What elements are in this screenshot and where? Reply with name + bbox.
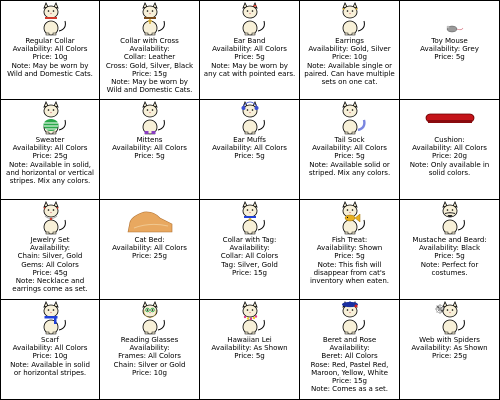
item-detail-line: Note: May be worn by xyxy=(11,60,89,70)
cat-sweater-icon xyxy=(1,100,100,136)
item-title: Tail Sock xyxy=(334,135,365,144)
item-detail-line: Availability: All Colors xyxy=(312,143,387,153)
item-description xyxy=(1,236,99,293)
item-sweater xyxy=(0,100,100,200)
item-fish-treat xyxy=(300,200,400,300)
cat-tag-collar-icon xyxy=(200,200,300,236)
item-detail-line: Note: May be worn by xyxy=(111,77,188,87)
item-detail-line: Tag: Silver, Gold xyxy=(221,259,278,269)
item-mittens xyxy=(100,100,200,200)
item-title: Fish Treat: xyxy=(331,235,368,244)
cat-tail-sock-icon xyxy=(300,100,400,136)
item-tail-sock xyxy=(300,100,400,200)
cat-collar-icon xyxy=(1,1,100,37)
item-title: Jewelry Set xyxy=(30,235,70,244)
item-detail-line: Note: May be worn by xyxy=(211,60,288,70)
item-detail-line: Note: Available solid or xyxy=(309,159,390,169)
item-detail-line: Note: Comes as a set. xyxy=(311,384,388,394)
item-title: Sweater xyxy=(35,135,65,144)
item-web-with-spiders xyxy=(400,300,500,400)
item-title: Mustache and Beard: xyxy=(412,235,487,244)
item-title: Regular Collar xyxy=(25,36,75,45)
cat-beret-rose-icon xyxy=(300,300,400,336)
item-title: Hawaiian Lei xyxy=(227,335,272,344)
item-toy-mouse xyxy=(400,0,500,100)
item-detail-line: Collar: Leather xyxy=(123,52,176,62)
cushion-icon xyxy=(400,100,500,136)
cat-mustache-beard-icon xyxy=(400,200,500,236)
item-detail-line: Chain: Silver, Gold xyxy=(17,251,83,261)
item-description xyxy=(100,336,199,377)
item-detail-line: Price: 5g xyxy=(234,52,265,62)
item-detail-line: Availability: All Colors xyxy=(112,243,187,253)
item-description xyxy=(400,236,499,277)
item-title: Scarf xyxy=(41,335,59,344)
item-title: Beret and Rose xyxy=(322,335,377,344)
item-detail-line: disappear from cat's xyxy=(313,267,386,277)
item-description xyxy=(100,136,199,161)
item-description xyxy=(1,336,99,377)
item-cat-bed xyxy=(100,200,200,300)
item-collar-with-tag xyxy=(200,200,300,300)
item-description xyxy=(200,37,299,78)
item-detail-line: Price: 25g xyxy=(32,151,68,161)
item-detail-line: Availability: xyxy=(329,343,370,353)
item-detail-line: Maroon, Yellow, White xyxy=(311,367,388,377)
item-detail-line: Price: 15g xyxy=(132,68,167,78)
item-detail-line: Availability: xyxy=(129,44,170,54)
item-detail-line: Note: Necklace and xyxy=(15,276,85,286)
item-description xyxy=(200,236,299,277)
item-detail-line: Price: 25g xyxy=(132,251,167,261)
item-detail-line: Collar: All Colors xyxy=(220,251,279,261)
cat-bed-icon xyxy=(100,200,200,236)
item-detail-line: Availability: Black xyxy=(418,243,481,253)
cat-ear-band-icon xyxy=(200,1,300,37)
item-description xyxy=(300,236,399,285)
item-detail-line: Availability: xyxy=(229,243,270,253)
item-ear-band xyxy=(200,0,300,100)
cat-earrings-icon xyxy=(300,1,400,37)
item-description xyxy=(100,37,199,94)
item-cushion xyxy=(400,100,500,200)
item-scarf xyxy=(0,300,100,400)
item-detail-line: Price: 15g xyxy=(332,376,367,386)
cat-jewelry-set-icon xyxy=(1,200,100,236)
item-detail-line: Availability: Shown xyxy=(316,243,383,253)
item-earrings xyxy=(300,0,400,100)
item-detail-line: Price: 10g xyxy=(132,367,167,377)
item-detail-line: Note: Available in solid, xyxy=(8,159,91,169)
item-detail-line: Price: 25g xyxy=(432,351,467,361)
item-detail-line: Price: 10g xyxy=(32,351,68,361)
item-detail-line: Price: 5g xyxy=(434,251,465,261)
item-detail-line: Frames: All Colors xyxy=(118,351,181,361)
item-description xyxy=(300,336,399,393)
item-detail-line: Availability: Gold, Silver xyxy=(308,44,391,54)
item-detail-line: Availability: Grey xyxy=(420,44,479,54)
cat-mittens-icon xyxy=(100,100,200,136)
item-description xyxy=(200,136,299,161)
item-detail-line: or horizontal stripes. xyxy=(13,367,87,377)
item-detail-line: Note: Only available in xyxy=(409,159,490,169)
item-detail-line: Availability: xyxy=(129,343,170,353)
item-title: Cat Bed: xyxy=(134,235,165,244)
item-detail-line: Note: This fish will xyxy=(317,259,382,269)
item-title: Reading Glasses xyxy=(120,335,179,344)
item-detail-line: inventory when eaten. xyxy=(310,276,389,286)
item-detail-line: striped. Mix any colors. xyxy=(308,167,391,177)
item-detail-line: any cat with pointed ears. xyxy=(203,68,296,78)
item-title: Earrings xyxy=(335,36,364,45)
item-detail-line: Note: Perfect for xyxy=(420,259,479,269)
item-title: Toy Mouse xyxy=(431,36,468,45)
item-detail-line: Rose: Red, Pastel Red, xyxy=(310,359,389,369)
item-detail-line: Price: 15g xyxy=(232,267,267,277)
item-regular-collar xyxy=(0,0,100,100)
cat-cross-collar-icon xyxy=(100,1,200,37)
item-detail-line: paired. Can have multiple xyxy=(304,68,395,78)
toy-mouse-icon xyxy=(400,1,500,37)
item-ear-muffs xyxy=(200,100,300,200)
item-detail-line: Availability: As Shown xyxy=(211,343,288,353)
item-title: Ear Muffs xyxy=(233,135,266,144)
item-jewelry-set xyxy=(0,200,100,300)
item-description xyxy=(400,37,499,62)
cat-ear-muffs-icon xyxy=(200,100,300,136)
item-beret-and-rose xyxy=(300,300,400,400)
item-detail-line: costumes. xyxy=(431,267,468,277)
item-detail-line: Availability: All Colors xyxy=(12,143,88,153)
item-detail-line: solid colors. xyxy=(428,167,471,177)
item-detail-line: Availability: All Colors xyxy=(112,143,187,153)
cat-hawaiian-lei-icon xyxy=(200,300,300,336)
item-detail-line: Availability: All Colors xyxy=(212,143,287,153)
item-detail-line: Note: Available single or xyxy=(306,60,393,70)
item-detail-line: Price: 45g xyxy=(32,267,68,277)
cat-web-spiders-icon xyxy=(400,300,500,336)
item-detail-line: Price: 5g xyxy=(234,351,265,361)
item-title: Collar with Tag: xyxy=(222,235,277,244)
item-detail-line: Wild and Domestic Cats. xyxy=(106,85,193,95)
item-detail-line: Beret: All Colors xyxy=(321,351,378,361)
item-mustache-and-beard xyxy=(400,200,500,300)
item-detail-line: Availability: All Colors xyxy=(212,44,287,54)
item-detail-line: Availability: xyxy=(30,243,70,253)
item-detail-line: earrings come as set. xyxy=(12,284,88,294)
item-detail-line: Price: 20g xyxy=(432,151,467,161)
item-description xyxy=(400,136,499,177)
item-description xyxy=(300,37,399,86)
fish-treat-icon xyxy=(300,200,400,236)
item-detail-line: Price: 10g xyxy=(332,52,367,62)
cat-scarf-icon xyxy=(1,300,100,336)
item-hawaiian-lei xyxy=(200,300,300,400)
item-detail-line: Price: 5g xyxy=(234,151,265,161)
item-detail-line: Price: 10g xyxy=(32,52,68,62)
item-description xyxy=(400,336,499,361)
item-title: Web with Spiders xyxy=(419,335,480,344)
item-title: Ear Band xyxy=(233,36,266,45)
item-detail-line: Wild and Domestic Cats. xyxy=(7,68,93,78)
item-detail-line: Price: 5g xyxy=(334,251,365,261)
item-detail-line: Cross: Gold, Silver, Black xyxy=(105,60,194,70)
item-title: Collar with Cross xyxy=(120,36,179,45)
item-detail-line: Availability: All Colors xyxy=(12,44,88,54)
item-detail-line: sets on one cat. xyxy=(321,77,378,87)
item-detail-line: and horizontal or vertical xyxy=(6,167,94,177)
item-description xyxy=(100,236,199,261)
item-detail-line: Availability: As Shown xyxy=(411,343,488,353)
item-description xyxy=(200,336,299,361)
item-detail-line: Gems: All Colors xyxy=(21,259,79,269)
item-detail-line: Chain: Silver or Gold xyxy=(113,359,186,369)
item-detail-line: Note: Available in solid xyxy=(10,359,90,369)
item-detail-line: stripes. Mix any colors. xyxy=(9,176,91,186)
item-detail-line: Price: 5g xyxy=(134,151,165,161)
item-description xyxy=(1,136,99,185)
cat-reading-glasses-icon xyxy=(100,300,200,336)
item-description xyxy=(300,136,399,177)
item-detail-line: Price: 5g xyxy=(334,151,365,161)
item-title: Mittens xyxy=(136,135,163,144)
item-detail-line: Price: 5g xyxy=(434,52,465,62)
item-collar-with-cross xyxy=(100,0,200,100)
item-reading-glasses xyxy=(100,300,200,400)
item-title: Cushion: xyxy=(434,135,465,144)
item-detail-line: Availability: All Colors xyxy=(412,143,487,153)
item-detail-line: Availability: All Colors xyxy=(12,343,88,353)
item-description xyxy=(1,37,99,78)
